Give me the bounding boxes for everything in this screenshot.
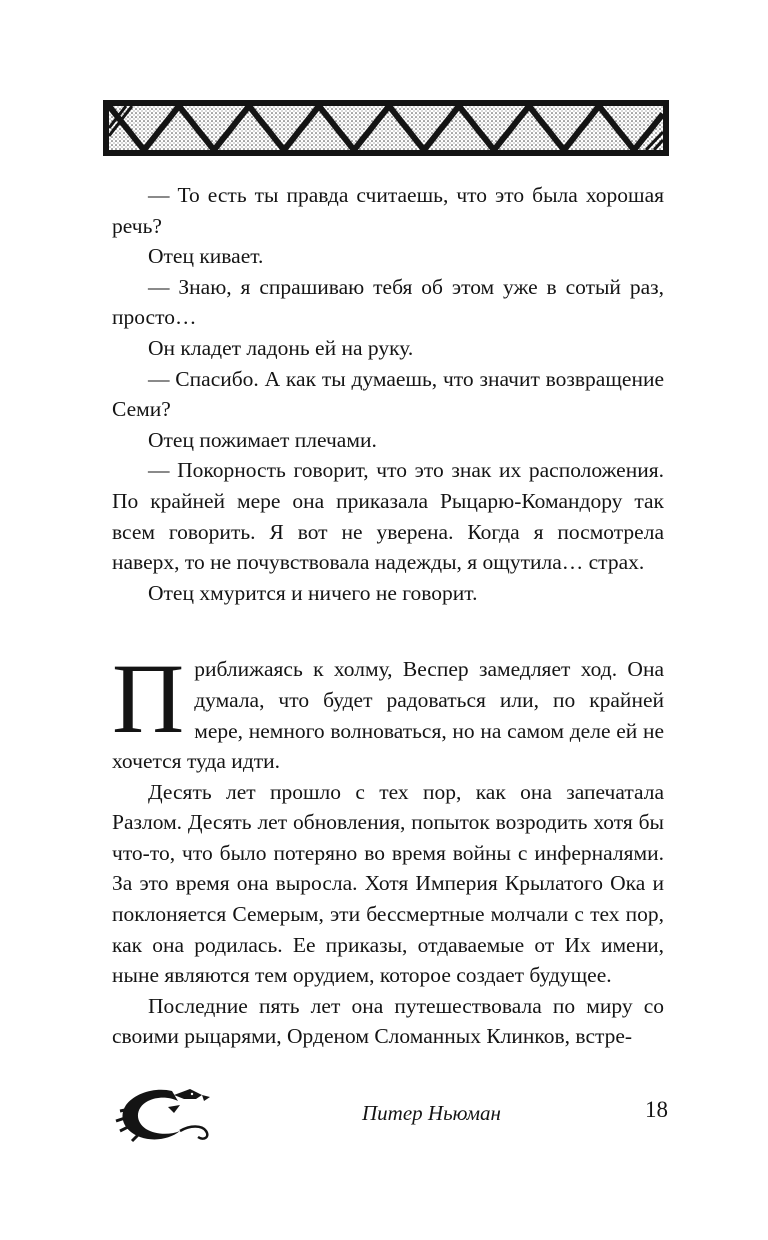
page-footer	[100, 1085, 672, 1145]
paragraph: Отец пожимает плечами.	[148, 427, 377, 452]
paragraph: — То есть ты правда считаешь, что это была хорошая речь?	[112, 183, 664, 238]
paragraph: — Покорность говорит, что это знак их расположения. По крайней мере она приказала Рыцарю-Командору так всем говорить. Я вот не уверена. Когда я посмотрела наверх, то не почувствовала надежды, я ощутила… страх.	[112, 458, 664, 575]
section-opening-paragraph	[112, 643, 664, 776]
drop-cap: П	[112, 643, 185, 755]
paragraph: — Спасибо. А как ты думаешь, что значит возвращение Семи?	[112, 366, 664, 422]
body-text	[112, 180, 664, 1052]
paragraph: Последние пять лет она путешествовала по миру со своими рыцарями, Орденом Сломанных Клинков, встре-	[112, 993, 664, 1049]
author-name: Питер Ньюман	[362, 1101, 501, 1125]
dragon-icon	[110, 1085, 220, 1145]
paragraph: Десять лет прошло с тех пор, как она запечатала Разлом. Десять лет обновления, попыток возродить хотя бы что-то, что было потеряно во время войны с инферналями. За это время она выросла. Хотя Империя Крылатого Ока и поклоняется Семерым, эти бессмертные молчали с тех пор, как она родилась. Ее приказы, отдаваемые от Их имени, ныне являются тем орудием, которое создает будущее.	[112, 779, 664, 988]
paragraph: — Знаю, я спрашиваю тебя об этом уже в сотый раз, просто…	[112, 274, 664, 330]
paragraph: Отец хмурится и ничего не говорит.	[148, 580, 478, 605]
paragraph: Отец кивает.	[148, 244, 264, 269]
page-number: 18	[645, 1097, 668, 1122]
paragraph: Он кладет ладонь ей на руку.	[148, 335, 414, 360]
header-ornament	[103, 100, 669, 156]
section-first-text: риближаясь к холму, Веспер замедляет ход. Она думала, что будет радоваться или, по крайней мере, немного волноваться, но на самом деле ей не хочется туда идти.	[112, 657, 664, 774]
